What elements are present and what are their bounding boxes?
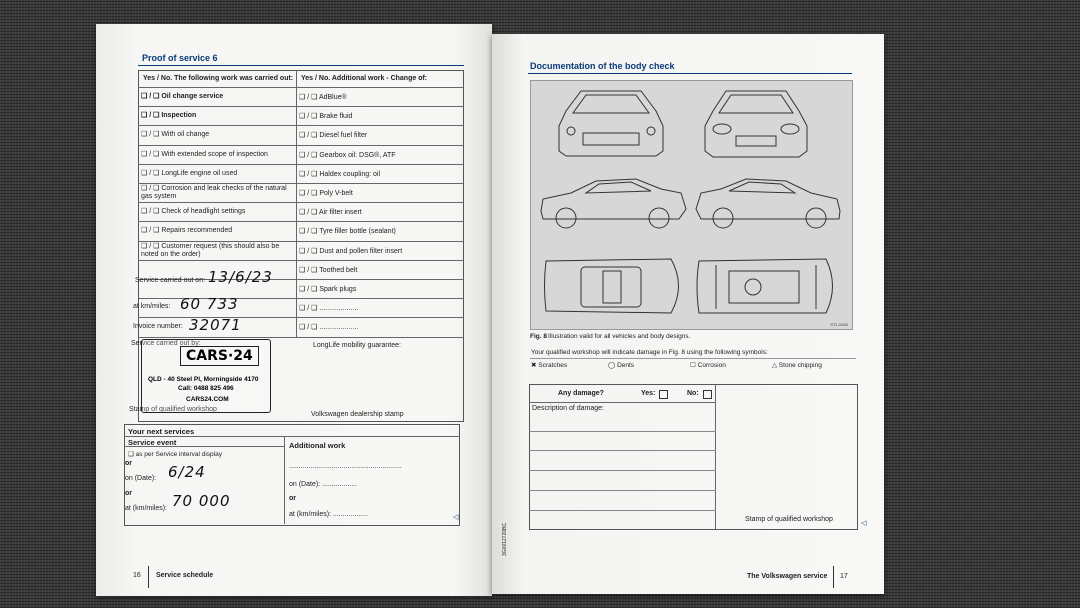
right-footer-divider bbox=[833, 566, 834, 588]
km-label: at km/miles: bbox=[133, 303, 171, 310]
next-services-title: Your next services bbox=[128, 427, 195, 436]
symbols-intro: Your qualified workshop will indicate damage in Fig. 8 using the following symbols: bbox=[531, 349, 768, 356]
description-label: Description of damage: bbox=[532, 405, 604, 412]
next-km-handwritten: 70 000 bbox=[172, 492, 231, 510]
table-row-rule bbox=[138, 87, 464, 88]
work-carried-out-item[interactable]: ❑ / ❑ Inspection bbox=[141, 112, 197, 120]
body-check-figure bbox=[530, 80, 853, 330]
work-carried-out-item[interactable]: ❑ / ❑ LongLife engine oil used bbox=[141, 169, 238, 177]
work-carried-out-item[interactable]: ❑ / ❑ Oil change service bbox=[141, 93, 224, 100]
serviced-by-label: Service carried out by: bbox=[131, 340, 201, 347]
additional-work-item[interactable]: ❑ / ❑ Toothed belt bbox=[299, 266, 358, 274]
car-side-left-icon bbox=[541, 179, 686, 228]
as-per-display: ❑ as per Service interval display bbox=[128, 451, 222, 458]
desc-line-1 bbox=[529, 431, 716, 432]
table-row-rule bbox=[138, 317, 464, 318]
service-date-handwritten: 13/6/23 bbox=[208, 268, 273, 286]
damage-rule bbox=[529, 402, 716, 403]
additional-work-item[interactable]: ❑ / ❑ Spark plugs bbox=[299, 286, 357, 293]
table-row-rule bbox=[138, 164, 464, 165]
work-carried-out-item[interactable]: ❑ / ❑ Customer request (this should also be noted on the order) bbox=[141, 242, 280, 258]
additional-work-item[interactable]: ❑ / ❑ Dust and pollen filter insert bbox=[299, 247, 403, 255]
additional-work-item[interactable]: ❑ / ❑ Brake fluid bbox=[299, 113, 353, 121]
vw-stamp-label: Volkswagen dealership stamp bbox=[311, 411, 404, 418]
figure-code: ST1-0450 bbox=[830, 322, 848, 327]
work-carried-out-item[interactable]: ❑ / ❑ With extended scope of inspection bbox=[141, 150, 268, 158]
side-code: 3G0012720BC bbox=[502, 522, 508, 556]
additional-work-item[interactable]: ❑ / ❑ .................... bbox=[299, 324, 359, 332]
car-front-view-icon bbox=[705, 91, 807, 157]
additional-work-item[interactable]: ❑ / ❑ Diesel fuel filter bbox=[299, 132, 368, 140]
at-km-label: at (km/miles): bbox=[125, 505, 167, 512]
ns-divider bbox=[284, 436, 285, 524]
table-row-rule bbox=[138, 145, 464, 146]
right-page-title: Documentation of the body check bbox=[530, 61, 675, 71]
service-date-label: Service carried out on: bbox=[135, 277, 206, 284]
symbol-dents: ◯ Dents bbox=[608, 362, 635, 369]
figure-caption: Illustration valid for all vehicles and body designs. bbox=[548, 333, 691, 340]
right-page-number: 17 bbox=[840, 573, 848, 580]
or-2: or bbox=[125, 490, 132, 497]
km-handwritten: 60 733 bbox=[180, 295, 239, 313]
additional-work-item[interactable]: ❑ / ❑ AdBlue® bbox=[299, 94, 347, 101]
desc-line-2 bbox=[529, 450, 716, 451]
right-continue-arrow-icon: ◁ bbox=[861, 520, 867, 527]
aw-at-km: at (km/miles): .................. bbox=[289, 511, 368, 518]
table-row-rule bbox=[138, 202, 464, 203]
next-date-handwritten: 6/24 bbox=[168, 463, 206, 481]
stamp-address: QLD - 40 Steel Pl, Morningside 4170 bbox=[148, 376, 259, 383]
right-footer: The Volkswagen service bbox=[747, 573, 828, 580]
additional-work-item[interactable]: ❑ / ❑ Poly V-belt bbox=[299, 190, 353, 197]
service-event-label: Service event bbox=[128, 438, 177, 447]
work-carried-out-item[interactable]: ❑ / ❑ Check of headlight settings bbox=[141, 208, 246, 216]
additional-work-item[interactable]: ❑ / ❑ Haldex coupling: oil bbox=[299, 170, 381, 178]
on-date-label: on (Date): bbox=[125, 475, 157, 482]
right-title-rule bbox=[528, 73, 852, 74]
symbol-scratches: ✖ Scratches bbox=[531, 362, 568, 369]
car-diagrams bbox=[531, 81, 852, 329]
table-row-rule bbox=[138, 106, 464, 107]
car-underside-view-icon bbox=[697, 259, 833, 313]
ns-rule1 bbox=[124, 436, 460, 437]
aw-dots: .......................................................... bbox=[289, 463, 402, 470]
left-page-title: Proof of service 6 bbox=[142, 53, 218, 63]
work-carried-out-item[interactable]: ❑ / ❑ Corrosion and leak checks of the natural gas system bbox=[141, 185, 287, 200]
additional-work-label: Additional work bbox=[289, 441, 346, 450]
work-carried-out-item[interactable]: ❑ / ❑ Repairs recommended bbox=[141, 227, 233, 235]
any-damage-label: Any damage? bbox=[558, 390, 604, 397]
footer-divider bbox=[148, 566, 149, 588]
yes-label: Yes: bbox=[641, 390, 656, 397]
workshop-stamp bbox=[141, 339, 271, 413]
col1-header: Yes / No. The following work was carried out: bbox=[143, 75, 294, 82]
stamp-website: CARS24.COM bbox=[186, 396, 229, 403]
aw-or: or bbox=[289, 495, 296, 502]
car-top-view-icon bbox=[545, 259, 679, 313]
left-footer: Service schedule bbox=[156, 572, 214, 579]
figure-label: Fig. 8 bbox=[530, 333, 547, 340]
longlife-label: LongLife mobility guarantee: bbox=[313, 342, 401, 349]
car-rear-view-icon bbox=[559, 91, 663, 156]
car-side-right-icon bbox=[696, 179, 840, 228]
table-row-rule bbox=[138, 241, 464, 242]
yes-checkbox[interactable] bbox=[659, 390, 668, 399]
col2-header: Yes / No. Additional work - Change of: bbox=[301, 75, 428, 82]
table-row-rule bbox=[138, 125, 464, 126]
desc-line-4 bbox=[529, 490, 716, 491]
stamp-brand: CARS·24 bbox=[180, 346, 259, 366]
damage-divider bbox=[715, 384, 716, 529]
ns-rule2 bbox=[124, 446, 284, 447]
continue-arrow-icon: ◁ bbox=[453, 514, 459, 521]
symbols-rule bbox=[530, 358, 856, 359]
additional-work-item[interactable]: ❑ / ❑ .................... bbox=[299, 305, 359, 313]
workshop-stamp-label: Stamp of qualified workshop bbox=[129, 406, 217, 413]
table-row-rule bbox=[138, 260, 464, 261]
table-row-rule bbox=[138, 183, 464, 184]
aw-on-date: on (Date): .................. bbox=[289, 481, 358, 488]
left-page-number: 16 bbox=[133, 572, 141, 579]
additional-work-item[interactable]: ❑ / ❑ Gearbox oil: DSG®, ATF bbox=[299, 151, 396, 159]
title-rule bbox=[138, 65, 464, 66]
additional-work-item[interactable]: ❑ / ❑ Tyre filler bottle (sealant) bbox=[299, 228, 396, 236]
work-carried-out-item[interactable]: ❑ / ❑ With oil change bbox=[141, 131, 210, 139]
invoice-handwritten: 32071 bbox=[189, 316, 242, 334]
no-label: No: bbox=[687, 390, 699, 397]
or-1: or bbox=[125, 460, 132, 467]
table-row-rule bbox=[138, 221, 464, 222]
invoice-label: Invoice number: bbox=[133, 323, 183, 330]
stamp-phone: Call: 0488 825 496 bbox=[178, 385, 234, 392]
right-stamp-label: Stamp of qualified workshop bbox=[745, 516, 833, 523]
symbol-corrosion: ☐ Corrosion bbox=[690, 362, 726, 369]
table-row-rule bbox=[138, 337, 464, 338]
desc-line-3 bbox=[529, 470, 716, 471]
no-checkbox[interactable] bbox=[703, 390, 712, 399]
desc-line-5 bbox=[529, 510, 716, 511]
symbol-stone-chipping: △ Stone chipping bbox=[772, 362, 822, 369]
additional-work-item[interactable]: ❑ / ❑ Air filter insert bbox=[299, 209, 362, 217]
